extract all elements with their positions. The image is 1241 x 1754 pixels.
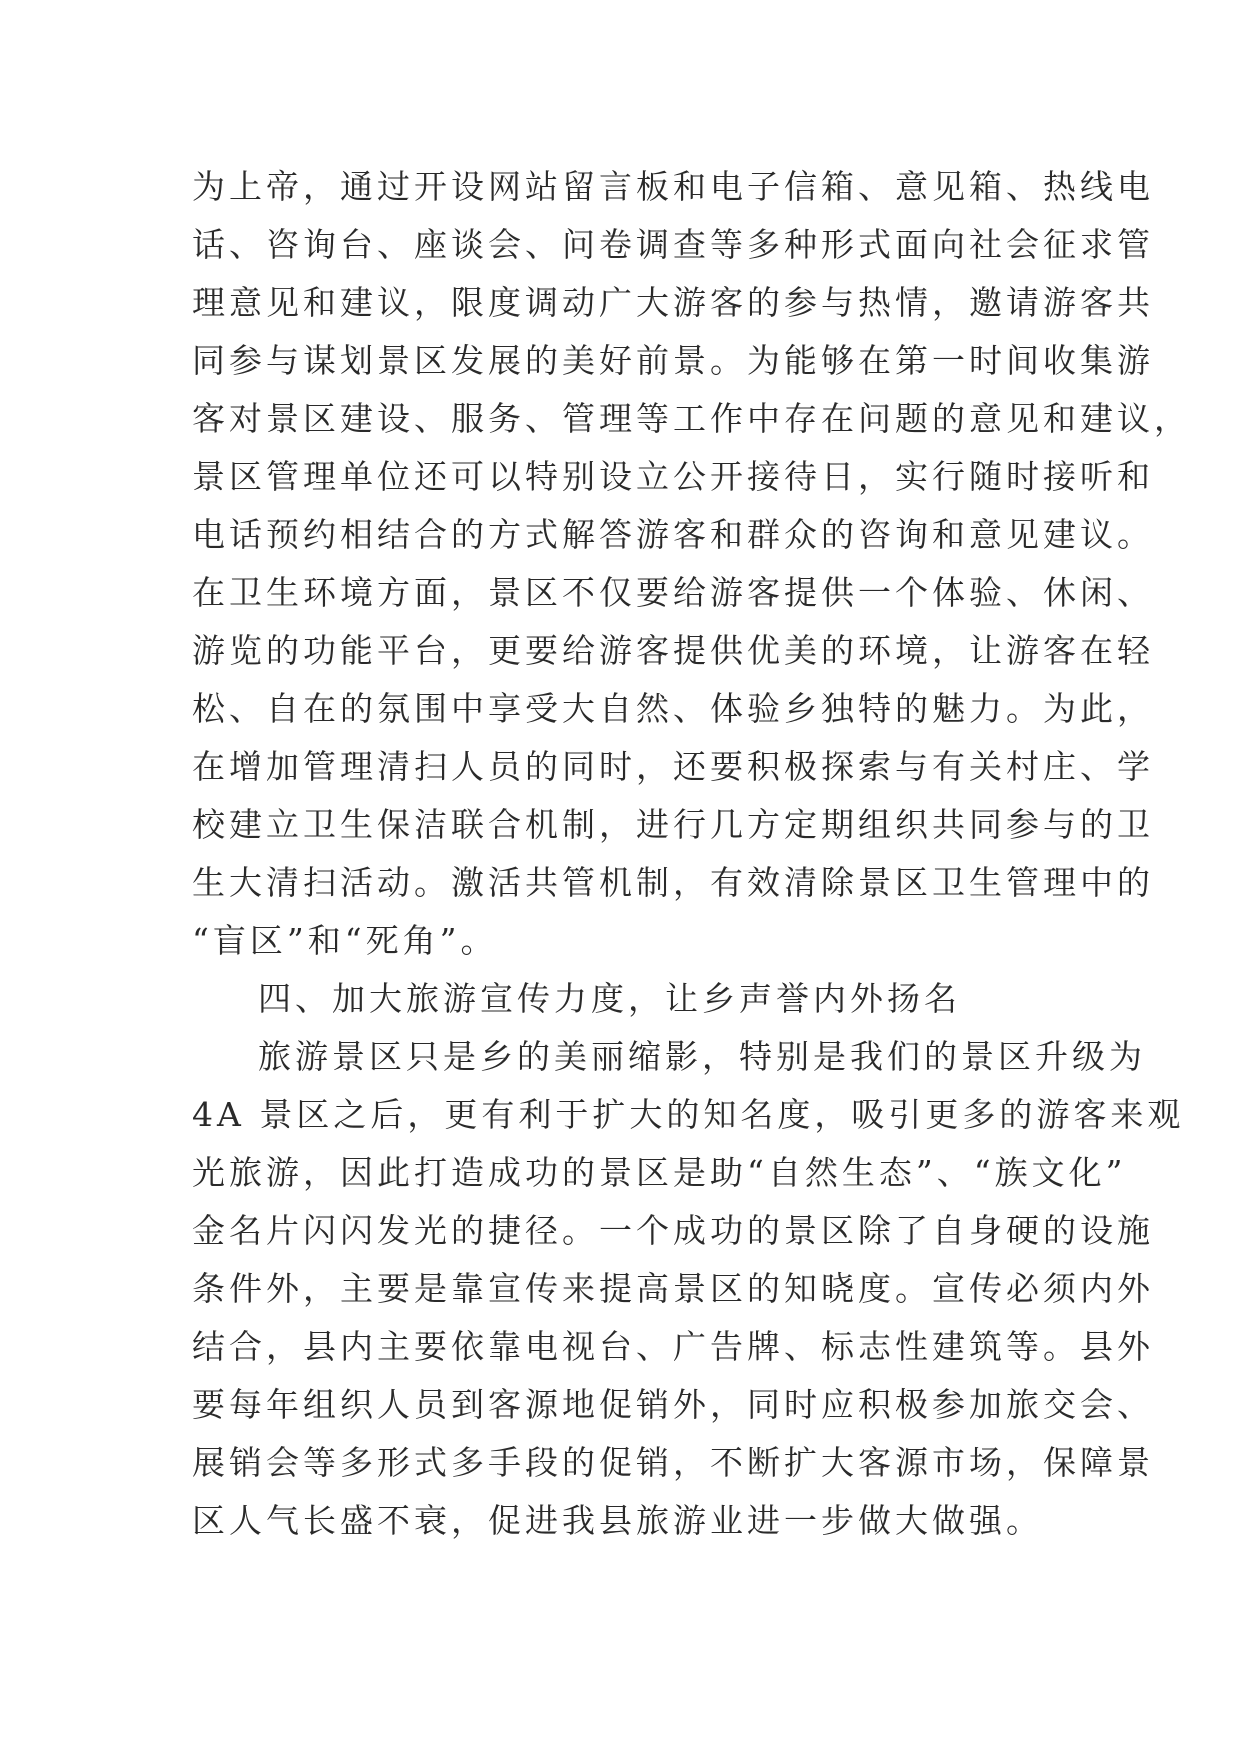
text-line: 金名片闪闪发光的捷径。一个成功的景区除了自身硬的设施 [192, 1211, 1154, 1250]
paragraph-start-line: 旅游景区只是乡的美丽缩影，特别是我们的景区升级为 [258, 1037, 1146, 1076]
text-line: 电话预约相结合的方式解答游客和群众的咨询和意见建议。 [192, 515, 1154, 554]
text-line: 在卫生环境方面，景区不仅要给游客提供一个体验、休闲、 [192, 573, 1154, 612]
text-line: 在增加管理清扫人员的同时，还要积极探索与有关村庄、学 [192, 747, 1154, 786]
text-line: 条件外，主要是靠宣传来提高景区的知晓度。宣传必须内外 [192, 1269, 1154, 1308]
text-line: 要每年组织人员到客源地促销外，同时应积极参加旅交会、 [192, 1385, 1154, 1424]
text-line: 生大清扫活动。激活共管机制，有效清除景区卫生管理中的 [192, 863, 1154, 902]
text-line: 4A 景区之后，更有利于扩大的知名度，吸引更多的游客来观 [192, 1095, 1185, 1134]
text-line: 景区管理单位还可以特别设立公开接待日，实行随时接听和 [192, 457, 1154, 496]
text-line: 校建立卫生保洁联合机制，进行几方定期组织共同参与的卫 [192, 805, 1154, 844]
text-line: 话、咨询台、座谈会、问卷调查等多种形式面向社会征求管 [192, 225, 1154, 264]
text-line: 松、自在的氛围中享受大自然、体验乡独特的魅力。为此， [192, 689, 1154, 728]
text-line: 展销会等多形式多手段的促销，不断扩大客源市场，保障景 [192, 1443, 1154, 1482]
text-line: 客对景区建设、服务、管理等工作中存在问题的意见和建议， [192, 399, 1191, 438]
text-line: 光旅游，因此打造成功的景区是助“自然生态”、“族文化” [192, 1153, 1127, 1192]
text-line: 区人气长盛不衰，促进我县旅游业进一步做大做强。 [192, 1501, 1043, 1540]
body-text [192, 158, 1191, 1550]
text-line: 理意见和建议，限度调动广大游客的参与热情，邀请游客共 [192, 283, 1154, 322]
text-line: 同参与谋划景区发展的美好前景。为能够在第一时间收集游 [192, 341, 1154, 380]
text-line: 游览的功能平台，更要给游客提供优美的环境，让游客在轻 [192, 631, 1154, 670]
text-line: 为上帝，通过开设网站留言板和电子信箱、意见箱、热线电 [192, 167, 1154, 206]
section-heading: 四、加大旅游宣传力度，让乡声誉内外扬名 [258, 979, 961, 1018]
text-line: 结合，县内主要依靠电视台、广告牌、标志性建筑等。县外 [192, 1327, 1154, 1366]
text-line: “盲区”和“死角”。 [192, 921, 498, 960]
